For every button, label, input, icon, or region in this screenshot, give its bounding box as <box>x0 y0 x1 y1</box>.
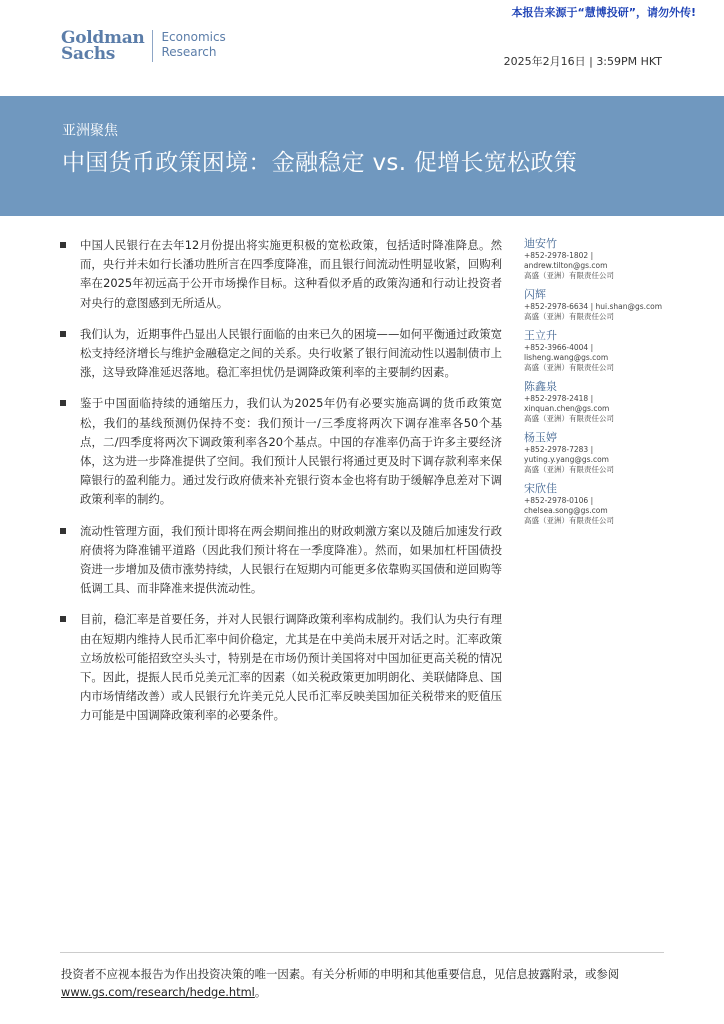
disclosure-link[interactable]: www.gs.com/research/hedge.html <box>61 985 255 999</box>
author-phone: +852-3966-4004 | <box>524 343 594 352</box>
author-firm: 高盛（亚洲）有限责任公司 <box>524 465 614 474</box>
bullet-item <box>60 325 502 383</box>
bullet-item <box>60 610 502 725</box>
author-phone-email[interactable]: +852-2978-6634 | hui.shan@gs.com <box>524 302 663 311</box>
series-subtitle: 亚洲聚焦 <box>62 123 118 139</box>
author-firm: 高盛（亚洲）有限责任公司 <box>524 363 614 372</box>
author-name: 宋欣佳 <box>524 482 557 495</box>
author-firm: 高盛（亚洲）有限责任公司 <box>524 271 614 280</box>
author-card <box>524 430 664 475</box>
disclosure-footer <box>61 965 671 1001</box>
author-email[interactable]: yuting.y.yang@gs.com <box>524 455 609 464</box>
bullet-text: 流动性管理方面，我们预计即将在两会期间推出的财政刺激方案以及随后加速发行政府债将为降准铺平道路（因此我们预计将在一季度降准）。然而，如果加杠杆国债投资进一步增加及债市涨势持续，人民银行在短期内可能更多依靠购买国债和逆回购等低调工具、而非降准来提供流动性。 <box>80 523 502 596</box>
author-email[interactable]: chelsea.song@gs.com <box>524 506 608 515</box>
author-phone: +852-2978-0106 | <box>524 496 594 505</box>
bullet-text: 中国人民银行在去年12月份提出将实施更积极的宽松政策，包括适时降准降息。然而，央行并未如行长潘功胜所言在四季度降准，而且银行间流动性明显收紧，回购利率在2025年初远高于公开市场操作目标。这种看似矛盾的政策沟通和行动让投资者对央行的意图感到无所适从。 <box>80 238 502 310</box>
author-card <box>524 236 664 281</box>
author-email[interactable]: xinquan.chen@gs.com <box>524 404 610 413</box>
logo-wordmark <box>61 30 144 62</box>
author-name: 迪安竹 <box>524 237 557 250</box>
author-email[interactable]: lisheng.wang@gs.com <box>524 353 609 362</box>
bullet-square-icon <box>60 528 66 534</box>
footer-tail: 。 <box>254 985 267 999</box>
bullet-square-icon <box>60 400 66 406</box>
author-phone: +852-2978-2418 | <box>524 394 594 403</box>
author-card <box>524 481 664 526</box>
bullet-item <box>60 394 502 509</box>
dept-line-1: Economics <box>161 30 226 44</box>
author-firm: 高盛（亚洲）有限责任公司 <box>524 516 614 525</box>
report-dateline: 2025年2月16日 | 3:59PM HKT <box>503 55 662 68</box>
bullet-text: 我们认为，近期事件凸显出人民银行面临的由来已久的困境——如何平衡通过政策宽松支持经济增长与维护金融稳定之间的关系。央行收紧了银行间流动性以遏制债市上涨，这导致降准延迟落地。稳汇率担忧仍是调降政策利率的主要制约因素。 <box>80 326 502 380</box>
author-name: 杨玉婷 <box>524 431 557 444</box>
title-banner <box>0 96 724 216</box>
bullet-square-icon <box>60 331 66 337</box>
author-phone: +852-2978-7283 | <box>524 445 594 454</box>
bullet-text: 鉴于中国面临持续的通缩压力，我们认为2025年仍有必要实施高调的货币政策宽松，我们的基线预测仍保持不变：我们预计一/三季度将两次下调存准率各50个基点，二/四季度将两次下调政策利率各20个基点。中国的存准率仍高于许多主要经济体，这为进一步降准提供了空间。我们预计人民银行将通过更及时下调存款利率来保障银行的盈利能力。通过发行政府债来补充银行资本金也将有助于缓解净息差对下调政策利率的制约。 <box>80 396 502 507</box>
footer-divider <box>60 952 664 953</box>
author-name: 闪辉 <box>524 288 546 301</box>
bullet-text: 目前，稳汇率是首要任务，并对人民银行调降政策利率构成制约。我们认为央行有理由在短期内维持人民币汇率中间价稳定，尤其是在中美尚未展开对话之时。汇率政策立场放松可能招致空头头寸，特别是在市场仍预计美国将对中国加征更高关税的情况下。因此，提振人民币兑美元汇率的因素（如关税政策更加明朗化、美联储降息、国内市场情绪改善）或人民银行允许美元兑人民币汇率反映美国加征关税带来的贬值压力可能是中国调降政策利率的必要条件。 <box>80 612 502 723</box>
goldman-sachs-logo <box>61 30 226 62</box>
bullet-item <box>60 522 502 599</box>
watermark-text: 本报告来源于“慧博投研”，请勿外传! <box>511 6 696 19</box>
author-name: 陈鑫泉 <box>524 380 557 393</box>
footer-text: 投资者不应视本报告为作出投资决策的唯一因素。有关分析师的申明和其他重要信息，见信息披露附录，或参阅 <box>61 967 620 981</box>
logo-line-1: Goldman <box>61 28 145 48</box>
logo-divider <box>152 30 153 62</box>
author-firm: 高盛（亚洲）有限责任公司 <box>524 312 614 321</box>
bullet-square-icon <box>60 616 66 622</box>
bullet-square-icon <box>60 242 66 248</box>
bullet-item <box>60 236 502 313</box>
author-card <box>524 328 664 373</box>
author-list <box>524 236 664 532</box>
logo-line-2: Sachs <box>61 44 116 64</box>
author-name: 王立升 <box>524 329 557 342</box>
author-phone: +852-2978-1802 | <box>524 251 594 260</box>
department-label <box>161 30 225 62</box>
author-email[interactable]: andrew.tilton@gs.com <box>524 261 608 270</box>
author-firm: 高盛（亚洲）有限责任公司 <box>524 414 614 423</box>
author-card <box>524 287 664 322</box>
report-title: 中国货币政策困境：金融稳定 vs. 促增长宽松政策 <box>62 150 578 176</box>
author-card <box>524 379 664 424</box>
key-points-list <box>60 236 502 738</box>
dept-line-2: Research <box>161 45 217 59</box>
